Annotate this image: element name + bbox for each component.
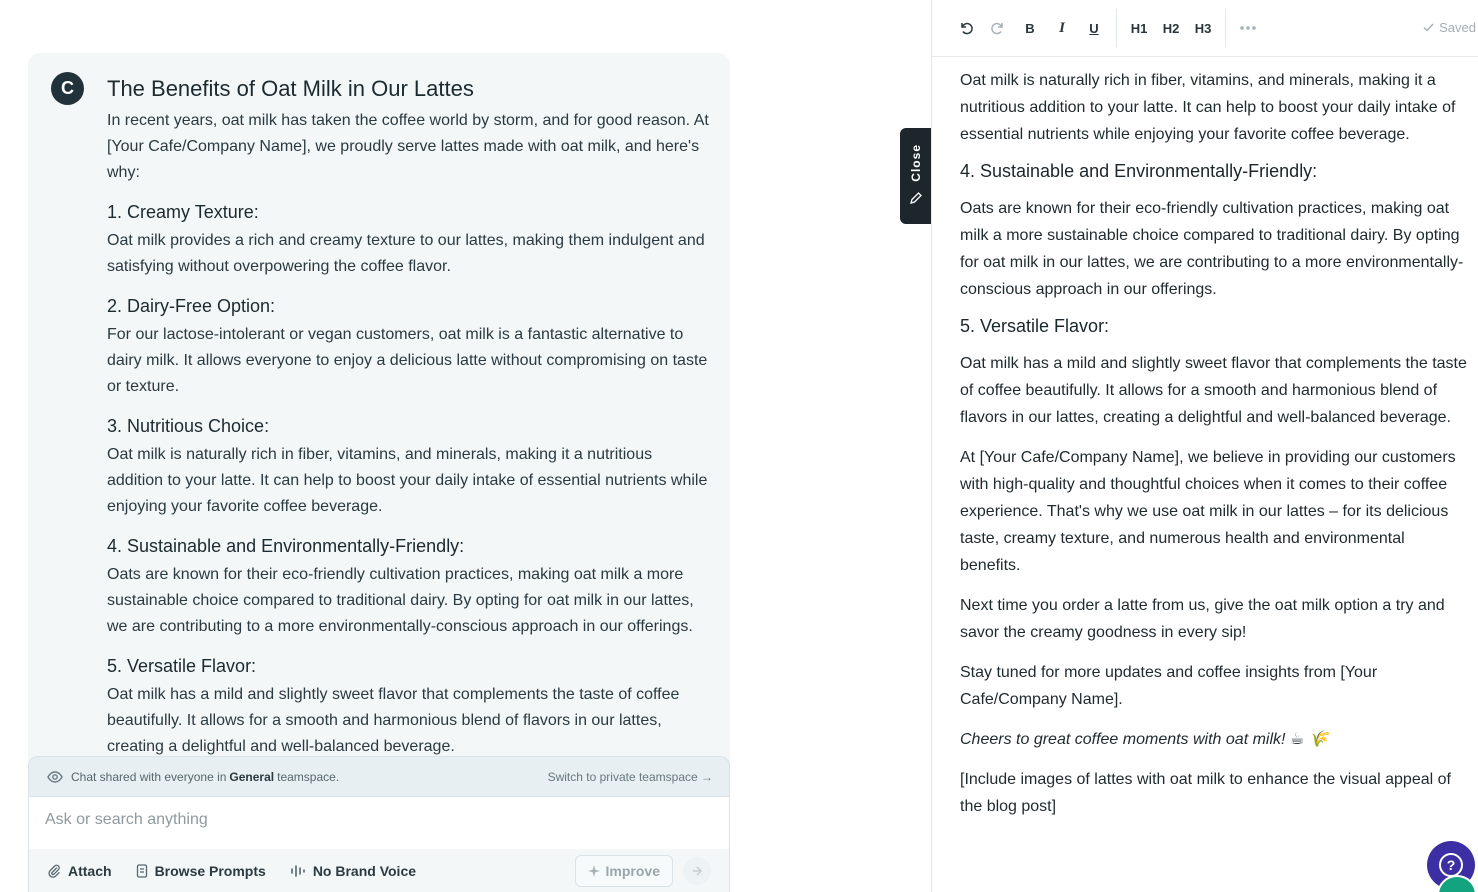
send-button[interactable]	[683, 857, 711, 885]
message-intro: In recent years, oat milk has taken the coffee world by storm, and for good reason. At [Your Cafe/Company Name], we proudly serve lattes made with oat milk, and here's why:	[107, 112, 709, 181]
section-body: Oat milk provides a rich and creamy texture to our lattes, making them indulgent and satisfying without overpowering the coffee flavor.	[107, 232, 705, 275]
section-heading: 3. Nutritious Choice:	[107, 416, 270, 436]
brand-voice-button[interactable]	[290, 863, 416, 879]
sparkle-icon	[588, 865, 600, 877]
editor-toolbar	[932, 0, 1478, 57]
doc-paragraph: Oat milk has a mild and slightly sweet flavor that complements the taste of coffee beautifully. It allows for a smooth and harmonious blend of flavors in our lattes, creating a delightful and well-balanced beverage.	[960, 355, 1467, 426]
share-suffix: teamspace.	[277, 770, 340, 784]
doc-paragraph: Stay tuned for more updates and coffee insights from [Your Cafe/Company Name].	[960, 664, 1378, 708]
question-icon	[1438, 852, 1464, 878]
paperclip-icon	[47, 864, 61, 878]
browse-prompts-label: Browse Prompts	[154, 863, 266, 879]
saved-label: Saved	[1439, 20, 1476, 35]
undo-icon	[958, 20, 974, 36]
composer	[28, 796, 730, 892]
composer-toolbar	[29, 849, 729, 892]
improve-label: Improve	[605, 863, 660, 879]
undo-button[interactable]	[950, 12, 982, 44]
brand-voice-label: No Brand Voice	[312, 863, 417, 879]
doc-heading: 4. Sustainable and Environmentally-Friendly:	[960, 161, 1318, 181]
svg-text:?: ?	[1446, 857, 1456, 873]
doc-paragraph: Cheers to great coffee moments with oat milk! ☕ 🌾	[960, 731, 1329, 748]
share-team: General	[229, 770, 275, 784]
chat-input[interactable]	[45, 809, 705, 831]
section-heading: 2. Dairy-Free Option:	[107, 296, 276, 316]
heading2-button[interactable]: H2	[1162, 20, 1180, 36]
document-editor	[931, 0, 1478, 892]
assistant-message	[107, 74, 711, 760]
toolbar-divider	[1116, 9, 1117, 47]
redo-button[interactable]	[982, 12, 1014, 44]
check-icon	[1423, 23, 1434, 32]
section-body: Oat milk has a mild and slightly sweet flavor that complements the taste of coffee beautifully. It allows for a smooth and harmonious blend of flavors in our lattes, creating a delightful and well-balanced beverage.	[107, 686, 680, 755]
share-prefix: Chat shared with everyone in	[71, 770, 227, 784]
toolbar-divider	[1225, 9, 1226, 47]
more-icon	[1239, 25, 1257, 31]
doc-paragraph: At [Your Cafe/Company Name], we believe in providing our customers with high-quality and thoughtful choices when it comes to their coffee experience. That's why we use oat milk in our lattes – for its delicious taste, creamy texture, and numerous health and environmental benefits.	[960, 449, 1456, 574]
share-notice-bar	[28, 756, 730, 797]
browse-prompts-button[interactable]	[136, 863, 266, 879]
waveform-icon	[290, 864, 306, 878]
save-status	[1423, 20, 1476, 35]
doc-heading: 5. Versatile Flavor:	[960, 316, 1110, 336]
more-options-button[interactable]	[1232, 12, 1264, 44]
message-title: The Benefits of Oat Milk in Our Lattes	[107, 76, 474, 101]
section-body: Oat milk is naturally rich in fiber, vitamins, and minerals, making it a nutritious addition to your latte. It can help to boost your daily intake of essential nutrients while enjoying your favorite coffee beverage.	[107, 446, 708, 515]
underline-button[interactable]: U	[1089, 20, 1099, 36]
redo-icon	[990, 20, 1006, 36]
heading3-button[interactable]: H3	[1194, 20, 1212, 36]
section-heading: 1. Creamy Texture:	[107, 202, 259, 222]
doc-paragraph: Oats are known for their eco-friendly cultivation practices, making oat milk a more sustainable choice compared to traditional dairy. By opting for oat milk in our lattes, we are contributing to a more environmentally-conscious approach in our offerings.	[960, 200, 1464, 298]
italic-button[interactable]: I	[1059, 19, 1065, 36]
switch-private-link[interactable]: Switch to private teamspace →	[547, 770, 713, 784]
close-editor-tab[interactable]	[900, 128, 931, 224]
improve-button[interactable]	[575, 855, 673, 887]
section-body: Oats are known for their eco-friendly cultivation practices, making oat milk a more sustainable choice compared to traditional dairy. By opting for oat milk in our lattes, we are contributing to a more environmentally-conscious approach in our offerings.	[107, 566, 694, 635]
doc-paragraph: [Include images of lattes with oat milk to enhance the visual appeal of the blog post]	[960, 771, 1451, 815]
heading1-button[interactable]: H1	[1130, 20, 1148, 36]
attach-label: Attach	[68, 863, 112, 879]
pencil-icon	[909, 192, 922, 205]
document-icon	[136, 864, 148, 878]
section-body: For our lactose-intolerant or vegan customers, oat milk is a fantastic alternative to dairy milk. It allows everyone to enjoy a delicious latte without compromising on taste or texture.	[107, 326, 708, 395]
document-body[interactable]	[960, 67, 1468, 833]
eye-icon	[47, 769, 63, 785]
doc-paragraph: Oat milk is naturally rich in fiber, vitamins, and minerals, making it a nutritious addition to your latte. It can help to boost your daily intake of essential nutrients while enjoying your favorite coffee beverage.	[960, 72, 1456, 143]
bold-button[interactable]: B	[1025, 20, 1035, 36]
section-heading: 4. Sustainable and Environmentally-Friendly:	[107, 536, 465, 556]
chat-panel	[28, 53, 730, 813]
section-heading: 5. Versatile Flavor:	[107, 656, 257, 676]
close-label: Close	[908, 144, 923, 182]
attach-button[interactable]	[47, 863, 112, 879]
send-icon	[691, 865, 703, 877]
doc-paragraph: Next time you order a latte from us, give the oat milk option a try and savor the creamy goodness in every sip!	[960, 597, 1445, 641]
avatar: C	[51, 72, 84, 105]
